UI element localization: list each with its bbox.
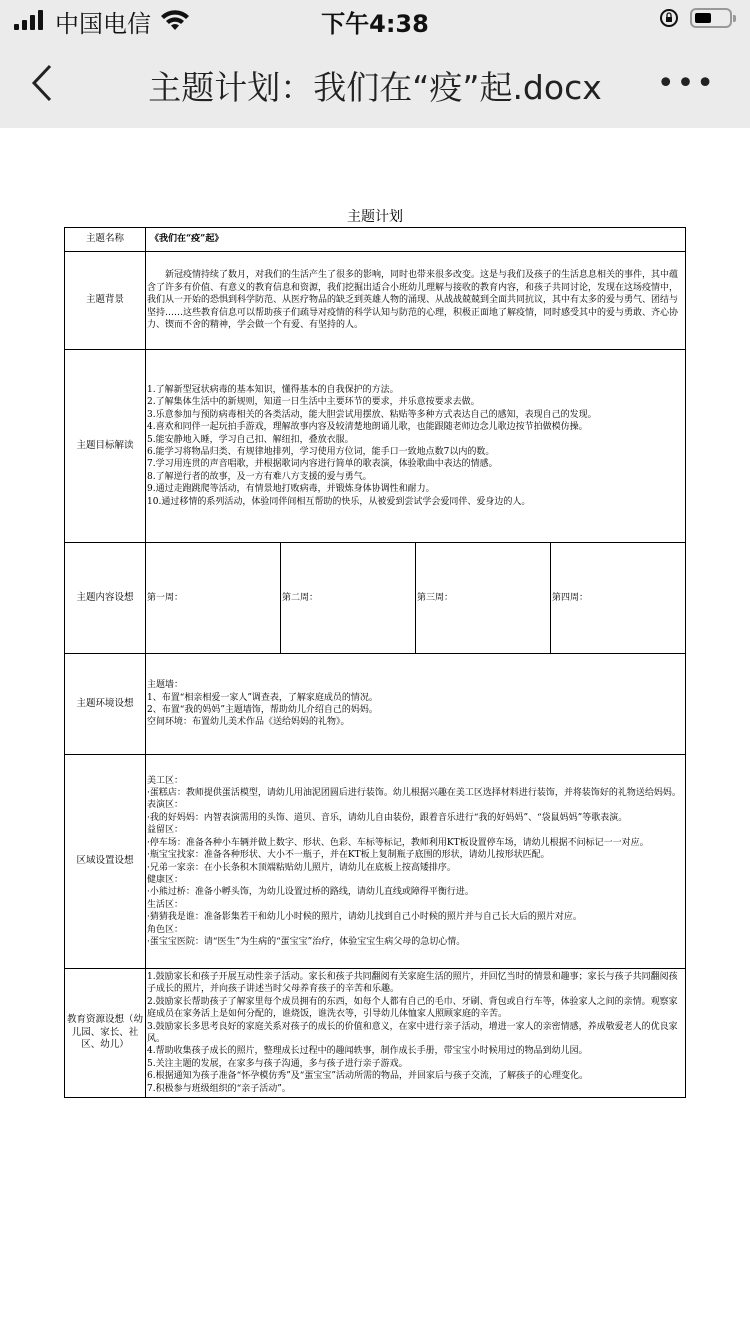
plan-table <box>64 227 686 1098</box>
row-goals <box>65 350 686 543</box>
resources-list <box>146 969 686 1098</box>
environment-line: 2、布置“我的妈妈”主题墙饰，帮助幼儿介绍自己的妈妈。 <box>147 705 378 715</box>
areas-text <box>146 755 686 969</box>
resource-item: 4.帮助收集孩子成长的照片，整理成长过程中的趣闻轶事，制作成长手册，带宝宝小时候用过的物品到幼儿园。 <box>147 1046 588 1057</box>
area-line: 角色区： <box>147 924 184 935</box>
goal-item: 3.乐意参加与预防病毒相关的各类活动，能大胆尝试用摆放、粘贴等多种方式表达自己的感知，表现自己的发现。 <box>147 409 597 420</box>
goal-item: 10.通过移情的系列活动，体验同伴间相互帮助的快乐，从被爱到尝试学会爱同伴、爱身边的人。 <box>147 496 531 507</box>
goal-item: 8.了解逆行者的故事，及一方有难八方支援的爱与勇气。 <box>147 471 372 482</box>
environment-line: 1、布置“相亲相爱一家人”调查表，了解家庭成员的情况。 <box>147 692 378 703</box>
resource-item: 5.关注主题的发展，在家多与孩子沟通，多与孩子进行亲子游戏。 <box>147 1058 408 1069</box>
document-page <box>64 207 686 1098</box>
area-line: ·我的好妈妈：内智表演需用的头饰、道贝、音乐，请幼儿自由装份，跟着音乐进行“我的好妈妈”、“袋鼠妈妈”等歌表演。 <box>147 812 628 823</box>
battery-icon <box>690 8 732 28</box>
label-resources: 教育资源设想（幼儿园、家长、社区、幼儿） <box>65 969 146 1098</box>
status-bar <box>0 0 750 40</box>
environment-line: 空间环境：布置幼儿美术作品《送给妈妈的礼物》。 <box>147 717 350 728</box>
label-background: 主题背景 <box>65 252 146 350</box>
label-goals: 主题目标解读 <box>65 350 146 543</box>
area-line: ·猜猜我是谁：准备影集若干和幼儿小时候的照片，请幼儿找到自己小时候的照片并与自己长大后的照片对应。 <box>147 912 582 923</box>
row-resources <box>65 969 686 1098</box>
area-line: 表演区： <box>147 800 184 811</box>
top-bar <box>0 0 750 128</box>
navigation-bar <box>0 40 750 128</box>
area-line: ·小熊过桥：准备小孵头饰，为幼儿设置过桥的路线，请幼儿直线或障得平衡行进。 <box>147 887 474 898</box>
label-theme-name: 主题名称 <box>65 228 146 252</box>
background-text: 新冠疫情持续了数月，对我们的生活产生了很多的影响，同时也带来很多改变。这是与我们及孩子的生活息息相关的事件，其中蕴含了许多有价值、有意义的教育信息和资源，我们挖掘出适合小班幼儿理解与接收的教育内容，和孩子共同讨论，发现在这场疫情中，我们从一开始的恐惧到科学防范、从医疗物品的缺乏到英雄人物的涌现、从战战兢兢到全面共同抗议，其中有太多的爱与勇气、团结与坚持……这些教育信息可以帮助孩子们疏导对疫情的科学认知与防范的心理，积极正面地了解疫情，同时感受其中的爱与勇敢、齐心协力、锲而不舍的精神，学会做一个有爱、有坚持的人。 <box>146 252 686 350</box>
week-1-cell: 第一周： <box>146 543 281 654</box>
resource-item: 2.鼓励家长帮助孩子了解家里每个成员拥有的东西，如每个人都有自己的毛巾、牙刷、背包或自行车等，体验家人之间的亲情。观察家庭成员在家务活上是如何分配的，谁烧饭，谁洗衣等，引导幼儿体恤家人照顾家庭的辛苦。 <box>147 996 678 1020</box>
document-heading: 主题计划 <box>347 209 403 225</box>
area-line: ·兄弟一家亲：在小长条积木顶端粘贴幼儿照片，请幼儿在底板上按高矮排序。 <box>147 862 456 873</box>
goals-list <box>146 350 686 543</box>
document-title: 主题计划：我们在“疫”起.docx <box>148 68 602 107</box>
area-line: 益留区： <box>147 825 184 836</box>
goal-item: 7.学习用连贯的声音唱歌，并根据歌词内容进行简单的歌表演，体验歌曲中表达的情感。 <box>147 459 498 470</box>
row-environment <box>65 654 686 755</box>
clock: 下午4:38 <box>321 10 429 38</box>
environment-line: 主题墙： <box>147 680 184 691</box>
rotation-lock-icon <box>659 8 679 28</box>
goal-item: 9.通过走跑跳爬等活动，有情景地打败病毒，并锻炼身体协调性和耐力。 <box>147 484 435 495</box>
week-2-cell: 第二周： <box>281 543 416 654</box>
more-options-button[interactable]: ••• <box>656 66 716 101</box>
goal-item: 6.能学习将物品归类、有规律地排列，学习使用方位词，能手口一致地点数7以内的数。 <box>147 447 495 457</box>
week-3-cell: 第三周： <box>416 543 551 654</box>
goal-item: 1.了解新型冠状病毒的基本知识，懂得基本的自我保护的方法。 <box>147 384 399 395</box>
goal-item: 2.了解集体生活中的新规则，知道一日生活中主要环节的要求，并乐意按要求去做。 <box>147 397 480 408</box>
area-line: ·瓶宝宝找家：准备各种形状、大小不一瓶子，并在KT板上复制瓶子底围的形状，请幼儿按形状匹配。 <box>147 850 550 861</box>
label-environment: 主题环境设想 <box>65 654 146 755</box>
goal-item: 4.喜欢和同伴一起玩拍手游戏，理解故事内容及较清楚地朗诵儿歌，也能跟随老师边念儿歌边按节拍做模仿操。 <box>147 422 588 433</box>
resource-item: 6.根据通知为孩子准备“怀孕模仿秀”及“蛋宝宝”活动所需的物品，并回家后与孩子交流，了解孩子的心理变化。 <box>147 1071 588 1082</box>
resource-item: 7.积极参与班级组织的“亲子活动”。 <box>147 1083 291 1094</box>
row-background <box>65 252 686 350</box>
row-theme-name <box>65 228 686 252</box>
area-line: ·蛋宝宝医院：请“医生”为生病的“蛋宝宝”治疗，体验宝宝生病父母的急切心情。 <box>147 936 466 947</box>
area-line: 健康区： <box>147 874 184 885</box>
label-areas: 区域设置设想 <box>65 755 146 969</box>
area-line: 美工区： <box>147 775 184 786</box>
week-4-cell: 第四周： <box>551 543 686 654</box>
goal-item: 5.能安静地入睡，学习自己扣、解纽扣，叠放衣服。 <box>147 434 354 445</box>
theme-name-value: 《我们在“疫”起》 <box>146 228 686 252</box>
row-content <box>65 543 686 654</box>
area-line: ·停车场：准备各种小车辆并做上数字、形状、色彩、车标等标记，教师利用KT板设置停车场，请幼儿根据不问标记一一对应。 <box>147 837 649 848</box>
label-content: 主题内容设想 <box>65 543 146 654</box>
row-areas <box>65 755 686 969</box>
resource-item: 3.鼓励家长多思考良好的家庭关系对孩子的成长的价值和意义，在家中进行亲子活动，增进一家人的亲密情感，养成敬爱老人的优良家风。 <box>147 1021 678 1044</box>
area-line: ·蛋糕店：教师提供蛋活模型，请幼儿用油泥团圆后进行装饰。幼儿根据兴趣在美工区选择材料进行装饰，并将装饰好的礼物送给妈妈。 <box>147 788 681 799</box>
environment-text <box>146 654 686 755</box>
resource-item: 1.鼓励家长和孩子开展互动性亲子活动。家长和孩子共同翻阅有关家庭生活的照片，并回忆当时的情景和趣事；家长与孩子共同翻阅孩子成长的照片，并向孩子讲述当时父母养育孩子的辛苦和乐趣。 <box>147 971 678 995</box>
area-line: 生活区： <box>147 899 184 910</box>
carrier-name: 中国电信 <box>55 10 151 38</box>
